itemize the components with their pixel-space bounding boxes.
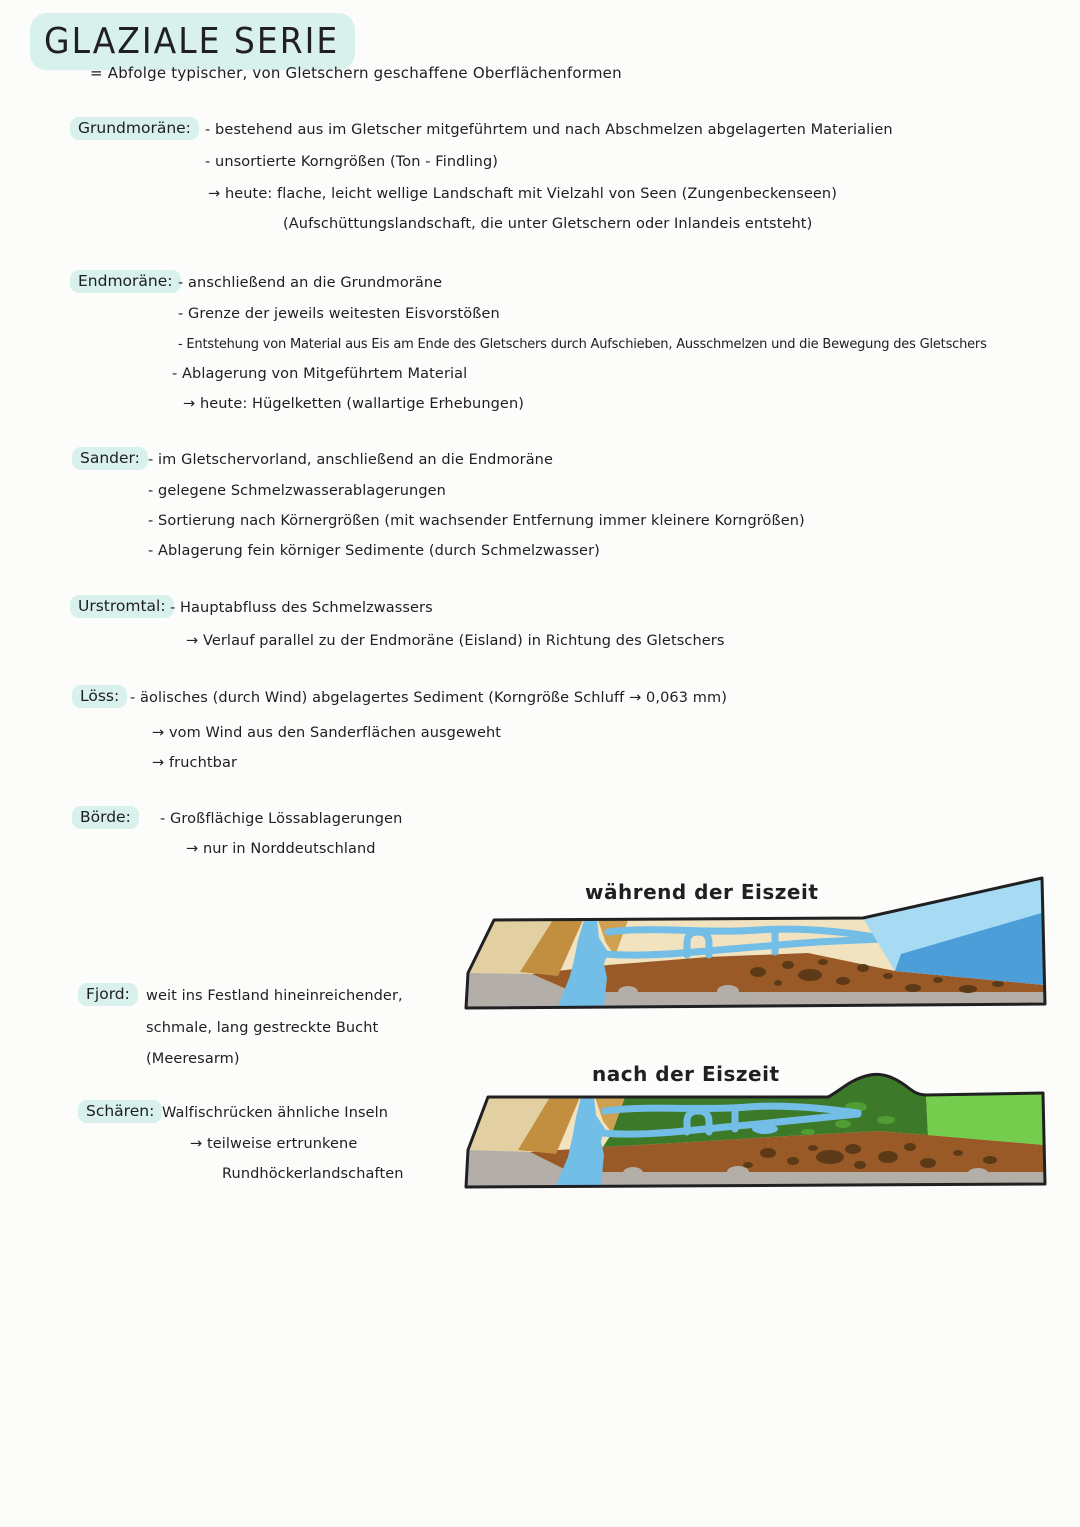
section-label-endmoraene: [70, 270, 181, 293]
section-label-text: Grundmoräne:: [70, 117, 199, 140]
section-label-grundmoraene: [70, 117, 199, 140]
section-label-sander: [72, 447, 148, 470]
note-line: schmale, lang gestreckte Bucht: [146, 1020, 379, 1036]
section-label-urstromtal: [70, 595, 174, 618]
note-line: - gelegene Schmelzwasserablagerungen: [148, 483, 446, 499]
note-line: - Ablagerung fein körniger Sedimente (durch Schmelzwasser): [148, 543, 600, 559]
note-line: → Verlauf parallel zu der Endmoräne (Eisland) in Richtung des Gletschers: [186, 633, 725, 649]
note-line: - Großflächige Lössablagerungen: [160, 811, 403, 827]
bedrock-bump: [968, 1168, 988, 1178]
note-line: - Entstehung von Material aus Eis am Ende des Gletschers durch Aufschieben, Ausschmelzen und die Bewegung des Gletschers: [178, 337, 987, 352]
bedrock-bump: [727, 1166, 749, 1178]
note-line: → heute: flache, leicht wellige Landschaft mit Vielzahl von Seen (Zungenbeckenseen): [208, 186, 837, 202]
bedrock-bump: [618, 986, 638, 998]
section-label-text: Sander:: [72, 447, 148, 470]
note-line: - Ablagerung von Mitgeführtem Material: [172, 366, 468, 382]
section-label-text: Fjord:: [78, 983, 138, 1006]
section-label-schaeren: [78, 1100, 162, 1123]
note-line: (Aufschüttungslandschaft, die unter Gletschern oder Inlandeis entsteht): [283, 216, 813, 232]
section-label-text: Urstromtal:: [70, 595, 174, 618]
note-line: - im Gletschervorland, anschließend an die Endmoräne: [148, 452, 553, 468]
section-label-boerde: [72, 806, 139, 829]
page-title: GLAZIALE SERIE: [30, 13, 355, 70]
note-line: - anschließend an die Grundmoräne: [178, 275, 443, 291]
note-line: - Grenze der jeweils weitesten Eisvorstößen: [178, 306, 500, 322]
section-label-loess: [72, 685, 127, 708]
note-line: Walfischrücken ähnliche Inseln: [162, 1105, 389, 1121]
note-line: Rundhöckerlandschaften: [222, 1166, 404, 1182]
diagram-title-after-ice-age: nach der Eiszeit: [592, 1062, 780, 1086]
tongue-basin-lake: [752, 1124, 778, 1134]
note-line: weit ins Festland hineinreichender,: [146, 988, 403, 1004]
note-line: → vom Wind aus den Sanderflächen ausgeweht: [152, 725, 502, 741]
note-line: → nur in Norddeutschland: [186, 841, 376, 857]
section-label-text: Löss:: [72, 685, 127, 708]
diagram-during-ice-age: [458, 868, 1053, 1020]
note-line: (Meeresarm): [146, 1051, 240, 1067]
diagram-after-ice-age: [458, 1053, 1053, 1198]
note-line: → heute: Hügelketten (wallartige Erhebungen): [183, 396, 524, 412]
bedrock-bump: [717, 985, 739, 997]
section-label-text: Börde:: [72, 806, 139, 829]
note-line: - bestehend aus im Gletscher mitgeführtem und nach Abschmelzen abgelagerten Materialien: [205, 122, 893, 138]
section-label-text: Schären:: [78, 1100, 162, 1123]
note-line: → teilweise ertrunkene: [190, 1136, 358, 1152]
note-line: - unsortierte Korngrößen (Ton - Findling): [205, 154, 499, 170]
note-line: → fruchtbar: [152, 755, 238, 771]
note-line: - äolisches (durch Wind) abgelagertes Sediment (Korngröße Schluff → 0,063 mm): [130, 690, 727, 706]
bedrock-bump: [623, 1167, 643, 1179]
section-label-fjord: [78, 983, 138, 1006]
diagram-title-during-ice-age: während der Eiszeit: [585, 880, 819, 904]
section-label-text: Endmoräne:: [70, 270, 181, 293]
note-line: - Hauptabfluss des Schmelzwassers: [170, 600, 433, 616]
title-wrap: [30, 13, 355, 66]
page-subtitle: = Abfolge typischer, von Gletschern geschaffene Oberflächenformen: [90, 64, 622, 82]
note-line: - Sortierung nach Körnergrößen (mit wachsender Entfernung immer kleinere Korngrößen): [148, 513, 805, 529]
